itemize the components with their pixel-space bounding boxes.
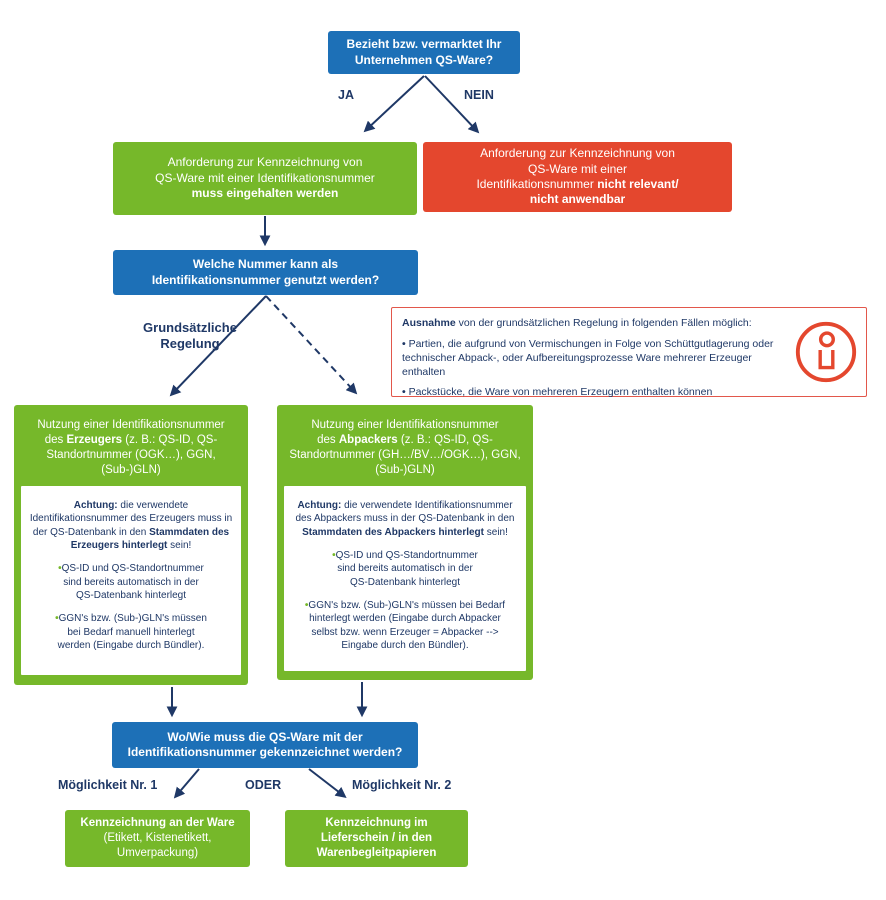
packer-note-box — [284, 486, 526, 671]
which-number-box — [113, 250, 418, 295]
producer-note-text2: sein! — [167, 539, 192, 551]
info-icon — [792, 318, 860, 386]
exception-bullet-1: • Partien, die aufgrund von Vermischungen in Folge von Schüttgutlagerung oder technischer Abpack-, oder Aufbereitungsprozesse Ware mehrerer Erzeuger enthalten — [402, 338, 788, 380]
marking-in-documents-text: Kennzeichnung im Lieferschein / in den Warenbegleitpapieren — [316, 817, 437, 859]
packer-note-text1: die verwendete Identifikationsnummer des Abpackers muss in der QS-Datenbank in den — [295, 499, 515, 525]
requirement-must-bold: muss eingehalten werden — [191, 186, 339, 201]
general-rule-label — [110, 320, 270, 353]
packer-option-box — [277, 405, 533, 680]
producer-note-box — [21, 486, 241, 675]
branch-yes-label: JA — [338, 88, 354, 102]
requirement-na-line2: QS-Ware mit einer — [528, 161, 627, 176]
exception-title-rest: von der grundsätzlichen Regelung in folgenden Fällen möglich: — [455, 317, 752, 329]
packer-header-pre: des — [317, 433, 339, 446]
where-how-line1: Wo/Wie muss die QS-Ware mit der — [167, 729, 363, 744]
where-how-box — [112, 722, 418, 768]
requirement-na-line3-pre: Identifikationsnummer — [476, 177, 598, 191]
option1-label: Möglichkeit Nr. 1 — [58, 778, 158, 792]
general-rule-line2: Regelung — [160, 336, 220, 352]
requirement-must-box — [113, 142, 417, 215]
producer-note-bold2: Stammdaten des Erzeugers hinterlegt — [70, 526, 230, 551]
arrow-to-option2 — [309, 769, 344, 796]
requirement-na-line3-bold: nicht relevant/ — [597, 177, 679, 191]
producer-note-bold1: Achtung: — [73, 499, 118, 511]
general-rule-line1: Grundsätzliche — [143, 320, 237, 335]
producer-header-line1: Nutzung einer Identifikationsnummer — [37, 419, 225, 431]
marking-in-documents-box — [285, 810, 468, 867]
which-number-line1: Welche Nummer kann als — [192, 257, 339, 272]
marking-on-goods-bold: Kennzeichnung an der Ware — [80, 817, 235, 830]
start-question-line2: Unternehmen QS-Ware? — [354, 52, 494, 67]
producer-header-bold: Erzeugers — [66, 433, 123, 446]
exception-title — [402, 317, 788, 331]
producer-option-box — [14, 405, 248, 685]
exception-box — [391, 307, 867, 397]
packer-bullet-2: • GGN's bzw. (Sub-)GLN's müssen bei Bedarf hinterlegt werden (Eingabe durch Abpacker selbst bzw. wenn Erzeuger = Abpacker --> Eingabe durch den Bündler). — [299, 599, 511, 653]
requirement-must-line2: QS-Ware mit einer Identifikationsnummer — [155, 170, 375, 185]
producer-option-header — [21, 411, 241, 486]
marking-on-goods-rest: (Etikett, Kistenetikett, Umverpackung) — [103, 832, 212, 859]
packer-header-bold: Abpackers — [338, 433, 398, 446]
packer-note-bold1: Achtung: — [297, 499, 342, 511]
marking-on-goods-box — [65, 810, 250, 867]
requirement-na-line4: nicht anwendbar — [529, 192, 626, 207]
producer-bullet-2: • GGN's bzw. (Sub-)GLN's müssen bei Bedarf manuell hinterlegt werden (Eingabe durch Bündler). — [55, 612, 207, 652]
producer-header-pre: des — [44, 433, 67, 446]
producer-note-text — [28, 499, 234, 553]
producer-header-post: (z. B.: QS-ID, QS-Standortnummer (OGK…), GGN, (Sub-)GLN) — [46, 433, 218, 476]
requirement-na-line3 — [476, 177, 678, 192]
producer-bullet-1: • QS-ID und QS-Standortnummer sind bereits automatisch in der QS-Datenbank hinterlegt — [55, 562, 207, 602]
requirement-must-line1: Anforderung zur Kennzeichnung von — [167, 155, 363, 170]
exception-bullet-2: • Packstücke, die Ware von mehreren Erzeugern enthalten können — [402, 386, 788, 400]
producer-note-text1: die verwendete Identifikationsnummer des Erzeugers muss in der QS-Datenbank in den — [29, 499, 233, 538]
packer-note-text — [291, 499, 519, 539]
packer-note-text2: sein! — [484, 526, 508, 538]
exception-title-bold: Ausnahme — [402, 317, 456, 329]
packer-bullet-1: • QS-ID und QS-Standortnummer sind bereits automatisch in der QS-Datenbank hinterlegt — [329, 549, 481, 589]
packer-option-header — [284, 411, 526, 486]
arrow-yes-branch — [366, 76, 424, 130]
branch-no-label: NEIN — [464, 88, 494, 102]
which-number-line2: Identifikationsnummer genutzt werden? — [151, 272, 380, 287]
start-question-line1: Bezieht bzw. vermarktet Ihr — [346, 37, 502, 52]
packer-header-line1: Nutzung einer Identifikationsnummer — [311, 419, 499, 431]
packer-header-post: (z. B.: QS-ID, QS-Standortnummer (GH…/BV…/OGK…), GGN, (Sub-)GLN) — [289, 433, 521, 476]
requirement-na-line1: Anforderung zur Kennzeichnung von — [480, 146, 675, 161]
requirement-na-box — [423, 142, 732, 212]
arrow-to-option1 — [176, 769, 199, 796]
or-label: ODER — [245, 778, 282, 792]
option2-label: Möglichkeit Nr. 2 — [352, 778, 452, 792]
arrow-dashed-to-packer-option — [266, 296, 355, 392]
packer-note-bold2: Stammdaten des Abpackers hinterlegt — [302, 526, 484, 538]
start-question-box — [328, 31, 520, 74]
where-how-line2: Identifikationsnummer gekennzeichnet werden? — [127, 745, 403, 759]
